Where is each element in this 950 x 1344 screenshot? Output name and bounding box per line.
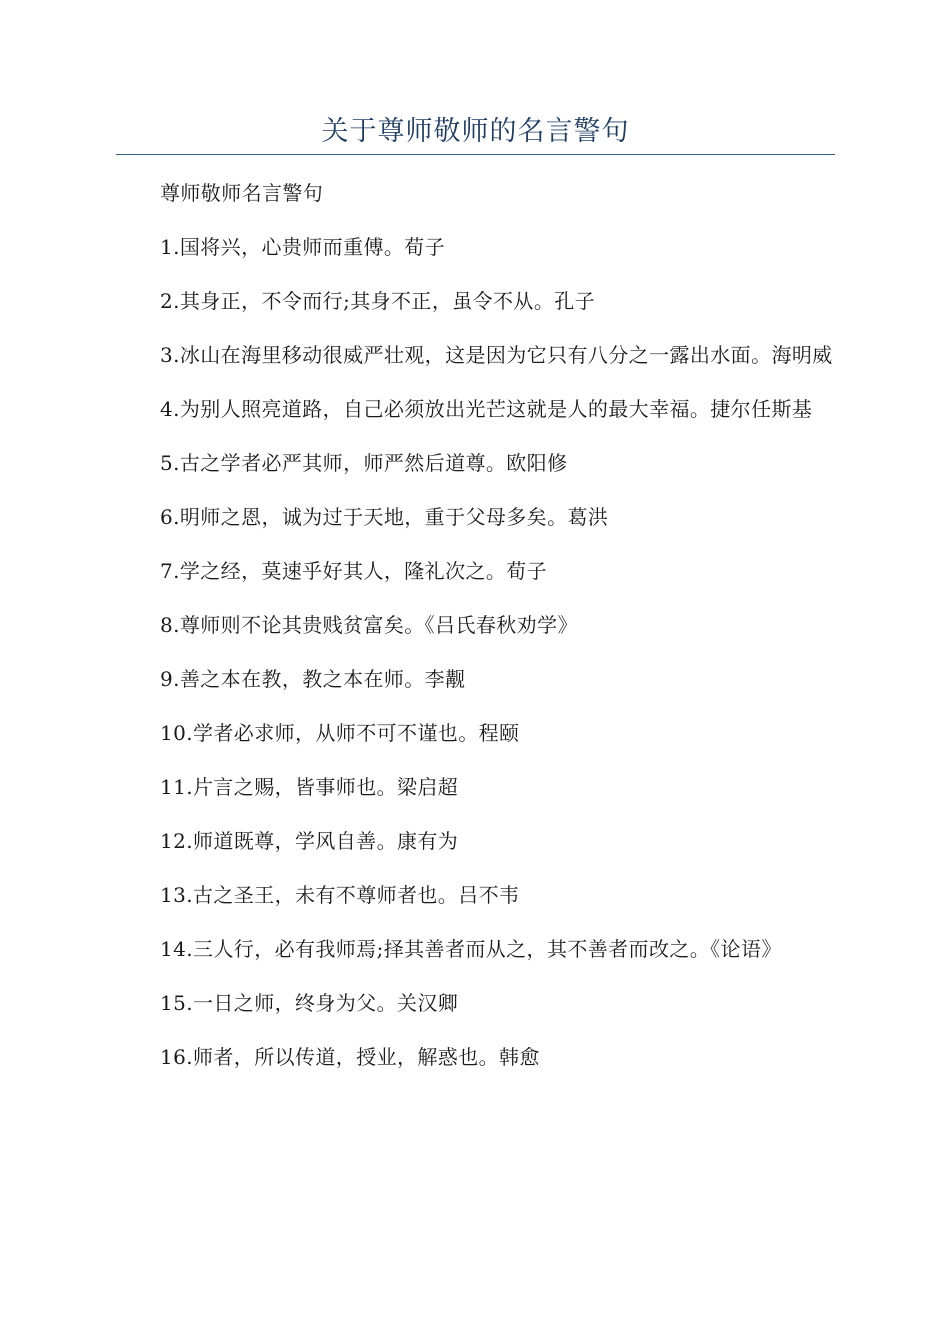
quote-3: 3.冰山在海里移动很威严壮观，这是因为它只有八分之一露出水面。海明威 xyxy=(160,343,833,367)
quote-10: 10.学者必求师，从师不可不谨也。程颐 xyxy=(160,721,520,745)
quote-7: 7.学之经，莫速乎好其人，隆礼次之。荀子 xyxy=(160,559,548,583)
quote-6: 6.明师之恩，诚为过于天地，重于父母多矣。葛洪 xyxy=(160,505,609,529)
quote-11: 11.片言之赐，皆事师也。梁启超 xyxy=(160,775,459,799)
quote-9: 9.善之本在教，教之本在师。李觏 xyxy=(160,667,466,691)
document-body xyxy=(116,175,835,1093)
section-heading: 尊师敬师名言警句 xyxy=(160,181,324,205)
document-title: 关于尊师敬师的名言警句 xyxy=(321,116,630,147)
quote-4: 4.为别人照亮道路，自己必须放出光芒这就是人的最大幸福。捷尔任斯基 xyxy=(160,397,813,421)
quote-1: 1.国将兴，心贵师而重傅。荀子 xyxy=(160,235,446,259)
quote-12: 12.师道既尊，学风自善。康有为 xyxy=(160,829,459,853)
quote-16: 16.师者，所以传道，授业，解惑也。韩愈 xyxy=(160,1045,540,1069)
quote-15: 15.一日之师，终身为父。关汉卿 xyxy=(160,991,459,1015)
title-underline xyxy=(116,154,835,155)
quote-14: 14.三人行，必有我师焉;择其善者而从之，其不善者而改之。《论语》 xyxy=(160,937,782,961)
quote-2: 2.其身正，不令而行;其身不正，虽令不从。孔子 xyxy=(160,289,596,313)
quote-5: 5.古之学者必严其师，师严然后道尊。欧阳修 xyxy=(160,451,568,475)
quote-13: 13.古之圣王，未有不尊师者也。吕不韦 xyxy=(160,883,520,907)
quote-8: 8.尊师则不论其贵贱贫富矣。《吕氏春秋劝学》 xyxy=(160,613,578,637)
